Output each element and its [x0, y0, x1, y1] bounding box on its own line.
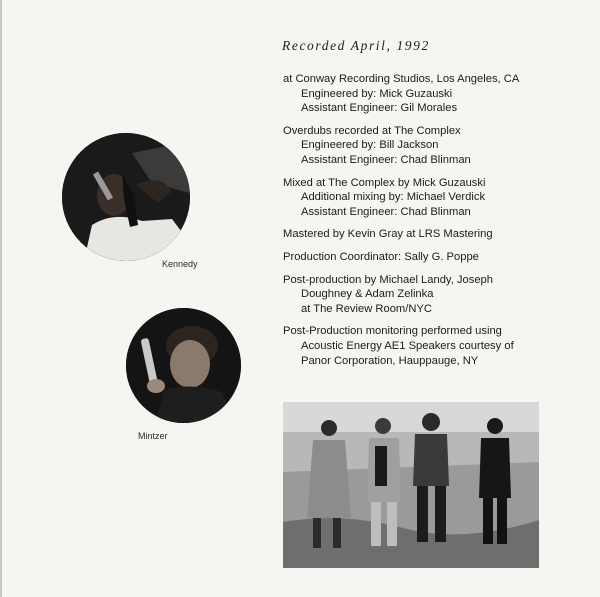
- credit-block: [283, 324, 583, 368]
- kennedy-portrait-photo: [62, 133, 190, 261]
- credit-detail-line: Acoustic Energy AE1 Speakers courtesy of: [301, 339, 514, 352]
- credit-block: [283, 273, 583, 317]
- kennedy-portrait-image: [62, 133, 190, 261]
- band-group-image: [283, 402, 539, 568]
- recording-date-heading: Recorded April, 1992: [282, 38, 430, 53]
- page-edge: [0, 0, 2, 597]
- credit-detail-line: Engineered by: Bill Jackson: [301, 139, 439, 152]
- credit-block: [283, 176, 583, 220]
- credit-main-line: Production Coordinator: Sally G. Poppe: [283, 250, 479, 263]
- credit-main-line: Mastered by Kevin Gray at LRS Mastering: [283, 228, 493, 241]
- credit-main-line: Post-production by Michael Landy, Joseph: [283, 273, 493, 286]
- mintzer-portrait-photo: [126, 308, 241, 423]
- credit-main-line: Mixed at The Complex by Mick Guzauski: [283, 176, 486, 189]
- credit-block: [283, 227, 583, 242]
- credits-list: [283, 72, 583, 376]
- credit-detail-line: Doughney & Adam Zelinka: [301, 288, 434, 301]
- mintzer-portrait-image: [126, 308, 241, 423]
- credit-detail-line: Assistant Engineer: Chad Blinman: [301, 153, 471, 166]
- credit-main-line: Post-Production monitoring performed using: [283, 325, 502, 338]
- credit-detail-line: Assistant Engineer: Gil Morales: [301, 102, 458, 115]
- credit-main-line: at Conway Recording Studios, Los Angeles, CA: [283, 73, 520, 85]
- credit-detail-line: Assistant Engineer: Chad Blinman: [301, 205, 471, 218]
- credit-block: [283, 124, 583, 168]
- credit-detail-line: Additional mixing by: Michael Verdick: [301, 191, 486, 204]
- credit-block: [283, 250, 583, 265]
- kennedy-caption: Kennedy: [162, 259, 198, 269]
- band-group-photo: [283, 402, 539, 568]
- credit-detail-line: at The Review Room/NYC: [301, 302, 432, 315]
- credit-main-line: Overdubs recorded at The Complex: [283, 124, 461, 137]
- credit-detail-line: Engineered by: Mick Guzauski: [301, 87, 453, 100]
- credit-block: [283, 72, 583, 116]
- mintzer-caption: Mintzer: [138, 431, 168, 441]
- credit-detail-line: Panor Corporation, Hauppauge, NY: [301, 354, 479, 367]
